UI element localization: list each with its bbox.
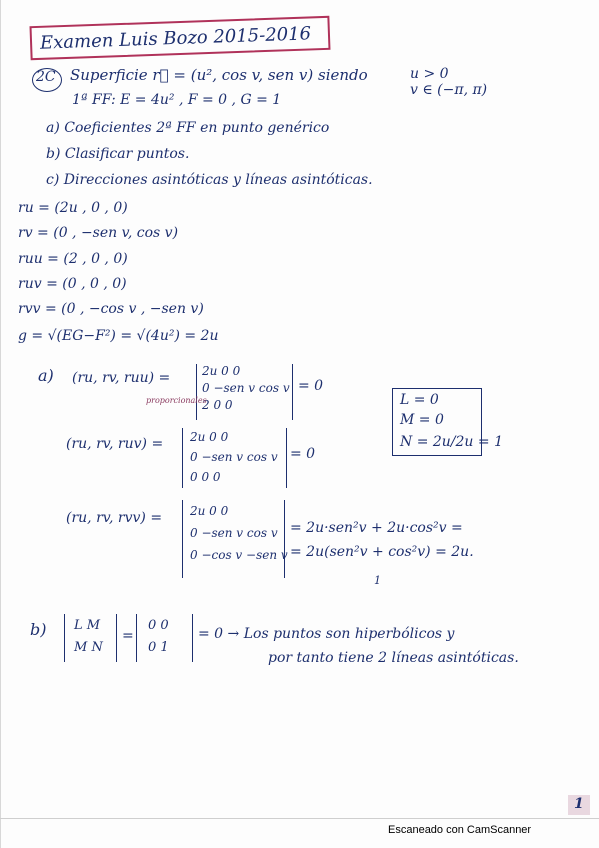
det1-row-1: 2u 0 0 [202, 364, 241, 378]
det2-lhs: (ru, rv, ruv) = [66, 436, 164, 452]
det2-rhs: = 0 [290, 446, 316, 462]
det1-row-3: 2 0 0 [202, 398, 233, 412]
det3-row-2: 0 −sen v cos v [190, 526, 278, 540]
det3-rhs-line-2: = 2u(sen²v + cos²v) = 2u. [290, 544, 474, 560]
det3-row-1: 2u 0 0 [190, 504, 229, 518]
detb-lhs-row-2: M N [74, 640, 103, 655]
condition-u: u > 0 [410, 66, 449, 82]
task-b: b) Clasificar puntos. [46, 146, 190, 162]
det3-row-3: 0 −cos v −sen v [190, 548, 288, 562]
condition-v: v ∈ (−π, π) [410, 82, 488, 98]
scanner-footer: Escaneado con CamScanner [388, 824, 532, 836]
detb-lhs-row-1: L M [74, 618, 101, 633]
first-fundamental-form: 1ª FF: E = 4u² , F = 0 , G = 1 [72, 92, 282, 108]
detb-rhs-row-1: 0 0 [148, 618, 169, 633]
part-b-conclusion: = 0 → Los puntos son hiperbólicos y [198, 626, 455, 642]
det3-bar-right [284, 500, 285, 578]
detb-lhs-bar-left [64, 614, 65, 662]
metric-g: g = √(EG−F²) = √(4u²) = 2u [18, 328, 219, 344]
det1-rhs: = 0 [298, 378, 324, 394]
det2-bar-right [286, 428, 287, 488]
detb-equals: = [122, 628, 134, 644]
task-a: a) Coeficientes 2ª FF en punto genérico [46, 120, 330, 136]
det3-rhs-line-1: = 2u·sen²v + 2u·cos²v = [290, 520, 463, 536]
derivative-ru: ru = (2u , 0 , 0) [18, 200, 128, 216]
result-N: N = 2u/2u = 1 [400, 434, 503, 450]
det3-note: 1 [374, 574, 381, 587]
det3-bar-left [182, 500, 183, 578]
det1-row-2: 0 −sen v cos v [202, 381, 290, 395]
detb-rhs-bar-left [136, 614, 137, 662]
part-b-label: b) [30, 620, 47, 639]
result-L: L = 0 [400, 392, 439, 408]
part-b-conclusion-2: por tanto tiene 2 líneas asintóticas. [268, 650, 519, 666]
problem-number: 2C [36, 69, 56, 85]
det1-note: proporcionales [146, 396, 207, 405]
part-a-label: a) [38, 366, 54, 385]
det1-bar-right [292, 364, 293, 420]
task-c: c) Direcciones asintóticas y líneas asintóticas. [46, 172, 373, 188]
det2-row-1: 2u 0 0 [190, 430, 229, 444]
derivative-ruv: ruv = (0 , 0 , 0) [18, 276, 127, 292]
det1-lhs: (ru, rv, ruu) = [72, 370, 171, 386]
problem-statement: Superficie r⃗ = (u², cos v, sen v) siendo [70, 66, 368, 84]
detb-rhs-row-2: 0 1 [148, 640, 169, 655]
detb-lhs-bar-right [116, 614, 117, 662]
derivative-rvv: rvv = (0 , −cos v , −sen v) [18, 301, 204, 317]
det3-lhs: (ru, rv, rvv) = [66, 510, 163, 526]
page-edge [0, 0, 1, 848]
det2-bar-left [182, 428, 183, 488]
det2-row-3: 0 0 0 [190, 470, 221, 484]
derivative-rv: rv = (0 , −sen v, cos v) [18, 225, 179, 241]
derivative-ruu: ruu = (2 , 0 , 0) [18, 251, 128, 267]
det2-row-2: 0 −sen v cos v [190, 450, 278, 464]
det1-bar-left [196, 364, 197, 420]
page-title: Examen Luis Bozo 2015-2016 [39, 23, 312, 54]
result-M: M = 0 [400, 412, 444, 428]
page-number: 1 [574, 796, 584, 812]
detb-rhs-bar-right [192, 614, 193, 662]
footer-divider [0, 818, 599, 819]
